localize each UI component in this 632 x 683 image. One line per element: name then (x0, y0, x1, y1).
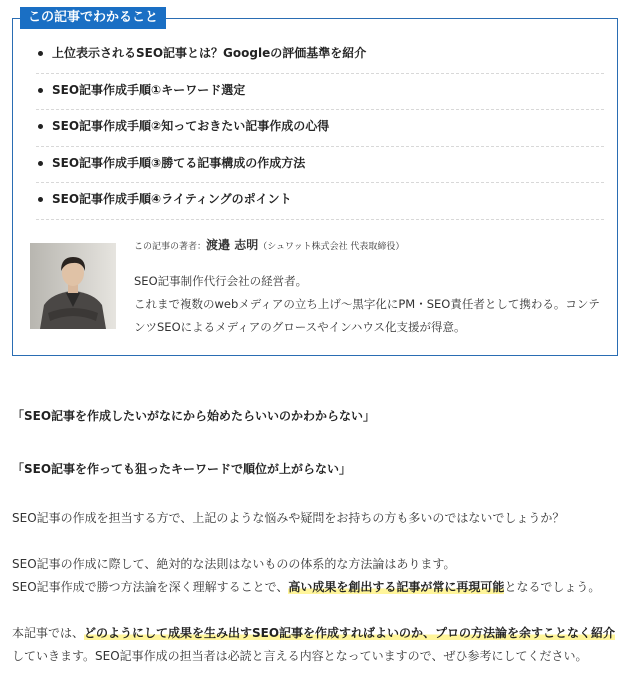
summary-points-list (36, 37, 604, 220)
spacer (12, 599, 624, 622)
bullet-icon (38, 161, 43, 166)
author-heading (134, 236, 404, 253)
bullet-icon (38, 124, 43, 129)
summary-box-label: この記事でわかること (20, 7, 166, 29)
paragraph (12, 576, 624, 599)
paragraph: SEO記事の作成に際して、絶対的な法則はないものの体系的な方法論はあります。 (12, 557, 456, 571)
spacer (12, 428, 624, 458)
paragraph (12, 622, 624, 668)
list-item[interactable] (36, 74, 604, 111)
list-item-label: SEO記事作成手順①キーワード選定 (52, 82, 246, 97)
bullet-icon (38, 88, 43, 93)
author-photo (30, 243, 116, 329)
highlight-text: 高い成果を創出する記事が常に再現可能 (288, 580, 505, 594)
list-item-label: 上位表示されるSEO記事とは？Googleの評価基準を紹介 (52, 46, 367, 60)
list-item[interactable] (36, 147, 604, 184)
author-prefix: この記事の著者： (134, 242, 207, 252)
list-item-label: SEO記事作成手順④ライティングのポイント (52, 192, 292, 206)
highlight-text: どのようにして成果を生み出すSEO記事を作成すればよいのか、プロの方法論を余すことなく紹介 (84, 626, 616, 640)
article-body (12, 405, 624, 668)
pain-point-quote: 「SEO記事を作成したいがなにから始めたらいいのかわからない」 (12, 409, 376, 423)
paragraph-text: 本記事では、 (12, 626, 85, 640)
paragraph-text: していきます。SEO記事作成の担当者は必読と言える内容となっていますので、ぜひ参考にしてください。 (12, 649, 588, 663)
list-item-label: SEO記事作成手順②知っておきたい記事作成の心得 (52, 119, 330, 133)
list-item[interactable] (36, 183, 604, 220)
author-bio (134, 270, 602, 339)
bullet-icon (38, 197, 43, 202)
list-item[interactable] (36, 37, 604, 74)
author-bio-line: これまで複数のwebメディアの立ち上げ〜黒字化にPM・SEO責任者として携わる。コンテンツSEOによるメディアのグロースやインハウス化支援が得意。 (134, 297, 600, 334)
list-item-label: SEO記事作成手順③勝てる記事構成の作成方法 (52, 155, 306, 170)
spacer (12, 481, 624, 507)
list-item[interactable] (36, 110, 604, 147)
author-affiliation: （シュワット株式会社 代表取締役） (258, 242, 405, 252)
paragraph-text: SEO記事作成で勝つ方法論を深く理解することで、 (12, 580, 289, 594)
bullet-icon (38, 51, 43, 56)
author-portrait-icon (30, 243, 116, 329)
author-name: 渡邉 志明 (206, 238, 259, 252)
spacer (12, 530, 624, 553)
author-bio-line: SEO記事制作代行会社の経営者。 (134, 274, 308, 288)
pain-point-quote: 「SEO記事を作っても狙ったキーワードで順位が上がらない」 (12, 462, 352, 476)
paragraph: SEO記事の作成を担当する方で、上記のような悩みや疑問をお持ちの方も多いのではないでしょうか？ (12, 511, 565, 525)
paragraph-text: となるでしょう。 (504, 580, 601, 594)
